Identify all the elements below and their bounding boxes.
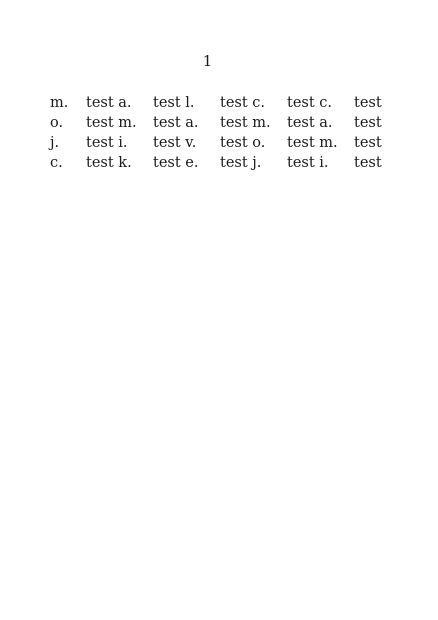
text-row <box>50 153 394 173</box>
text-cell: test l. <box>153 95 195 111</box>
text-cell: test c. <box>287 95 333 111</box>
text-cell: test o. <box>220 135 266 151</box>
text-row <box>50 133 394 153</box>
text-cell: test c. <box>220 95 266 111</box>
text-row <box>50 93 394 113</box>
text-cell: c. <box>50 155 63 171</box>
text-cell: test m. <box>86 115 137 131</box>
text-cell: m. <box>50 95 69 111</box>
text-block <box>50 93 394 173</box>
text-cell: test i. <box>86 135 128 151</box>
page-number: 1 <box>202 52 213 70</box>
text-cell: test <box>354 155 382 171</box>
text-row <box>50 113 394 133</box>
text-cell: o. <box>50 115 64 131</box>
text-cell: test k. <box>86 155 132 171</box>
text-cell: test <box>354 115 382 131</box>
text-cell: test a. <box>287 115 333 131</box>
text-cell: test i. <box>287 155 329 171</box>
text-cell: test m. <box>287 135 338 151</box>
text-cell: j. <box>50 135 60 151</box>
text-cell: test a. <box>86 95 132 111</box>
text-cell: test e. <box>153 155 199 171</box>
text-cell: test a. <box>153 115 199 131</box>
text-cell: test j. <box>220 155 262 171</box>
text-cell: test m. <box>220 115 271 131</box>
text-cell: test <box>354 135 382 151</box>
text-cell: test <box>354 95 382 111</box>
text-cell: test v. <box>153 135 197 151</box>
